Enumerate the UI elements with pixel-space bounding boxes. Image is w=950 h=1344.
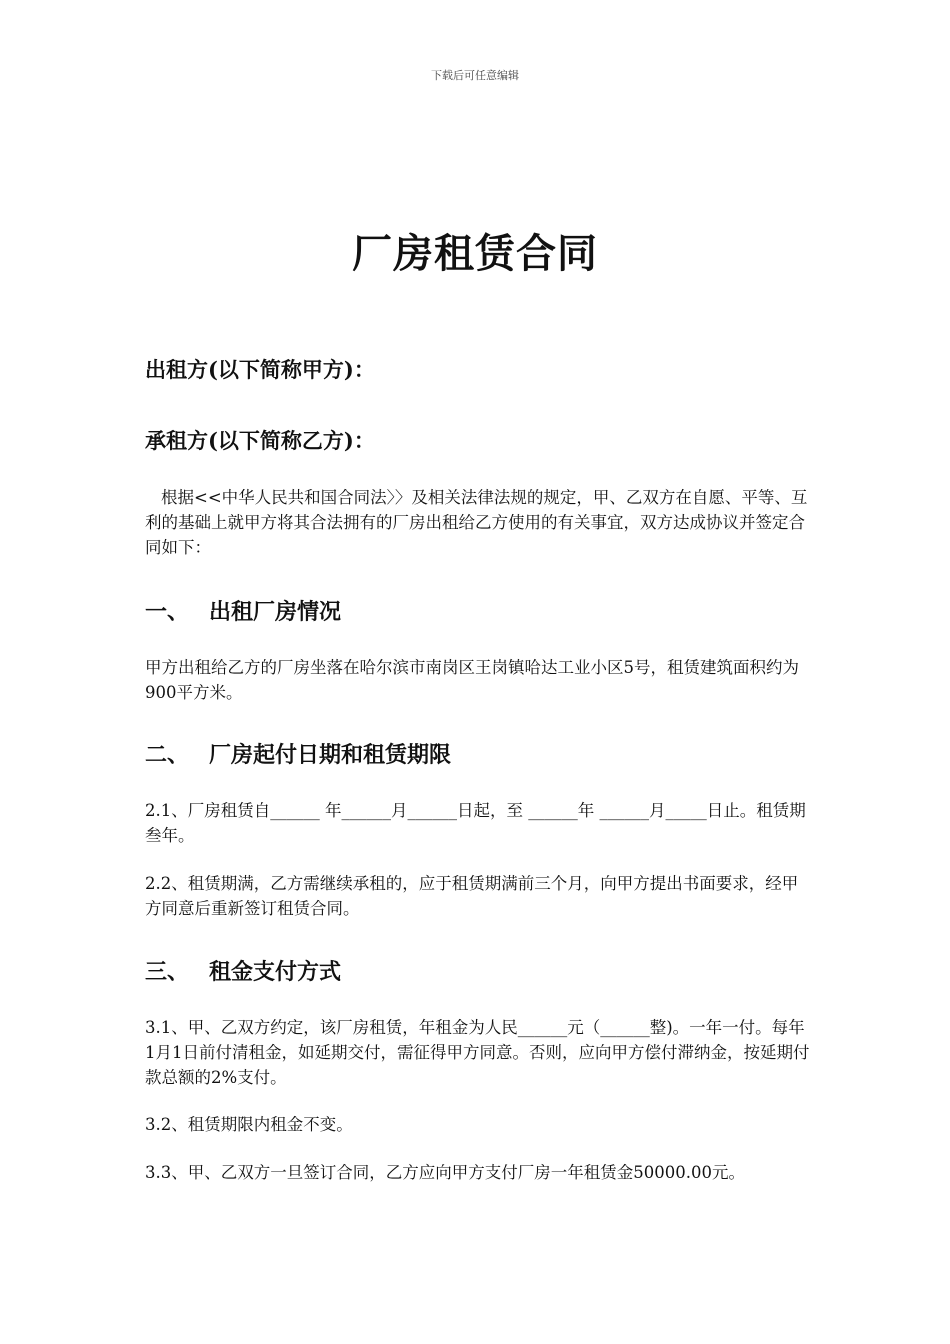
document-title: 厂房租赁合同 bbox=[352, 230, 598, 277]
section-number: 一、 bbox=[145, 599, 190, 625]
section-title: 厂房起付日期和租赁期限 bbox=[209, 742, 452, 768]
section-paragraph: 2.2、租赁期满，乙方需继续承租的，应于租赁期满前三个月，向甲方提出书面要求，经甲方同意后重新签订租赁合同。 bbox=[145, 874, 799, 918]
section-heading bbox=[145, 738, 825, 769]
section-number: 二、 bbox=[145, 742, 190, 768]
section-paragraph: 3.3、甲、乙双方一旦签订合同，乙方应向甲方支付厂房一年租赁金50000.00元。 bbox=[145, 1163, 745, 1182]
section-paragraph: 3.1、甲、乙双方约定，该厂房租赁，年租金为人民______元（______整)。一年一付。每年1月1日前付清租金，如延期交付，需征得甲方同意。否则，应向甲方偿付滞纳金，按延期付款总额的2%支付。 bbox=[145, 1018, 810, 1087]
section-paragraph: 甲方出租给乙方的厂房坐落在哈尔滨市南岗区王岗镇哈达工业小区5号，租赁建筑面积约为900平方米。 bbox=[145, 658, 799, 702]
section-title: 出租厂房情况 bbox=[209, 599, 342, 625]
intro-paragraph: 根据<<中华人民共和国合同法〉〉及相关法律法规的规定，甲、乙双方在自愿、平等、互利的基础上就甲方将其合法拥有的厂房出租给乙方使用的有关事宜，双方达成协议并签定合同如下： bbox=[145, 488, 808, 557]
header-note: 下载后可任意编辑 bbox=[431, 69, 519, 82]
section-heading bbox=[145, 595, 825, 626]
section-number: 三、 bbox=[145, 959, 190, 985]
section-heading bbox=[145, 955, 825, 986]
lessee-line: 承租方(以下简称乙方)： bbox=[145, 428, 375, 453]
section-paragraph: 3.2、租赁期限内租金不变。 bbox=[145, 1115, 353, 1134]
section-paragraph: 2.1、厂房租赁自______ 年______月______日起，至 ______年 ______月_____日止。租赁期叁年。 bbox=[145, 801, 806, 845]
section-title: 租金支付方式 bbox=[209, 959, 342, 985]
lessor-line: 出租方(以下简称甲方)： bbox=[145, 357, 375, 382]
